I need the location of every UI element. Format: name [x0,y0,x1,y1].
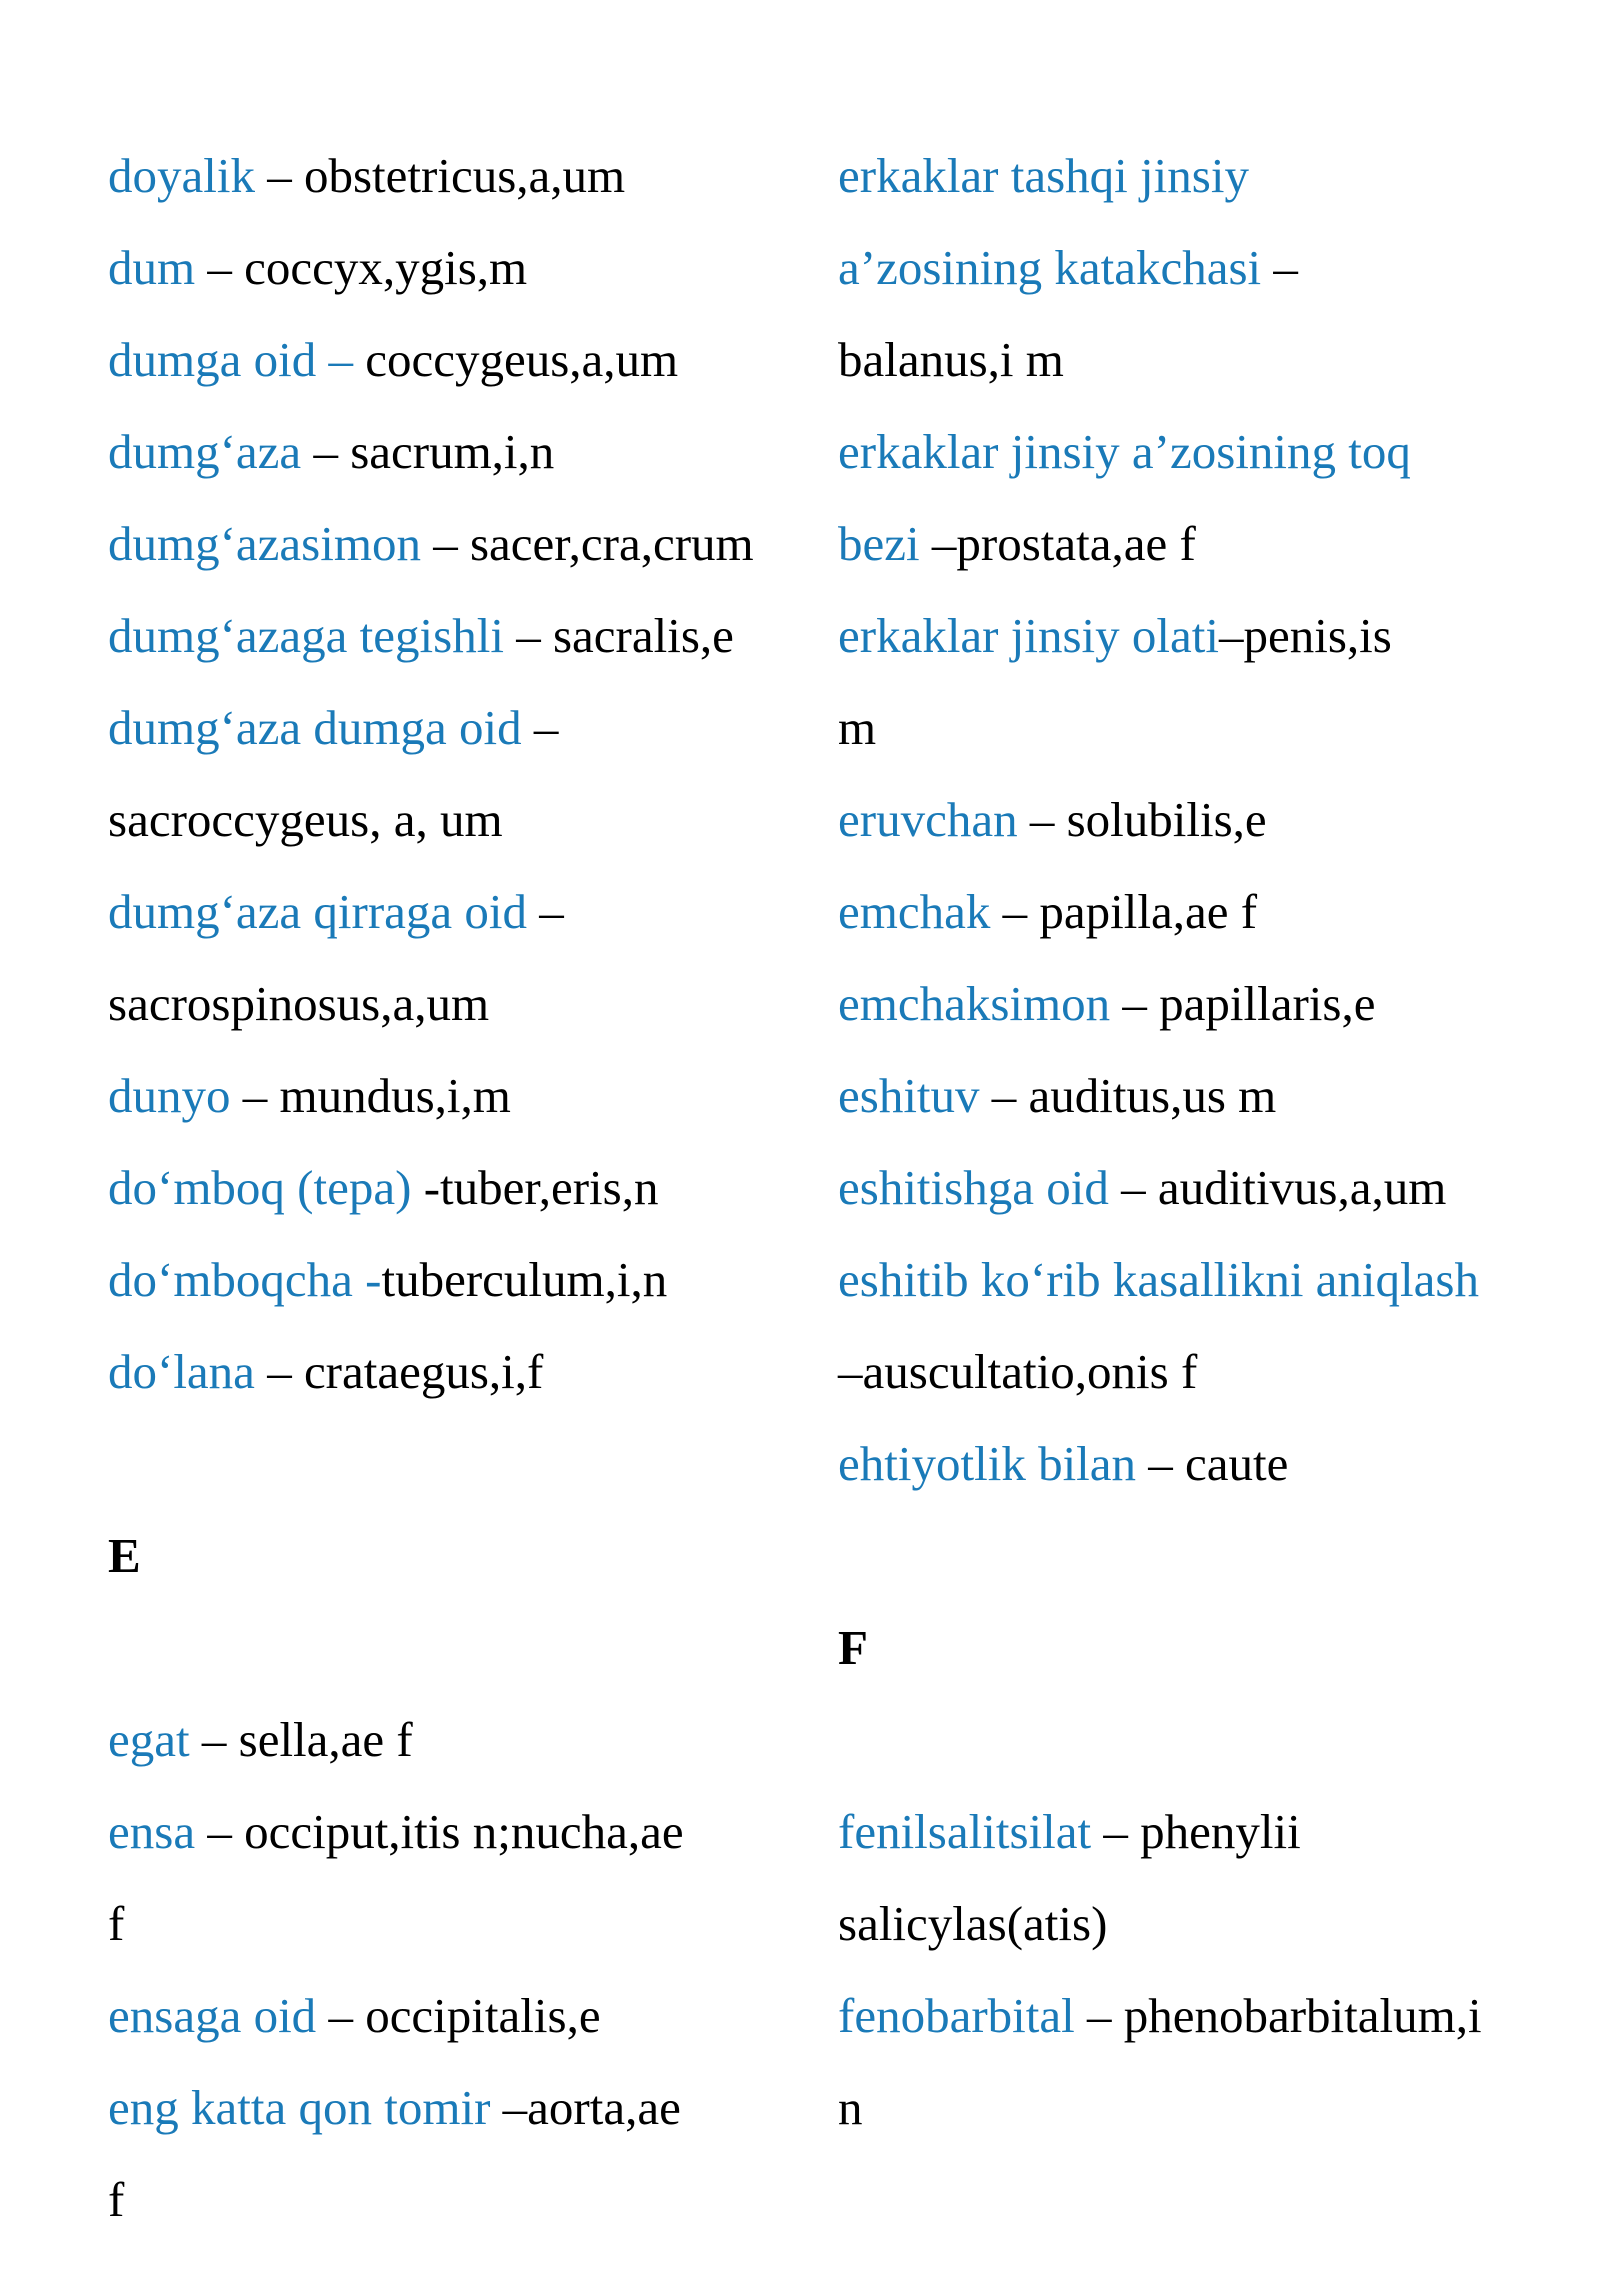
dictionary-entry [838,1786,1588,1878]
entry-translation: – [521,700,559,755]
section-heading: F [838,1620,868,1675]
dictionary-entry [838,1418,1588,1510]
entry-term: doyalik [108,148,255,203]
dictionary-entry [838,222,1588,314]
dictionary-entry [108,1878,828,1970]
dictionary-entry [108,130,828,222]
left-column [108,130,828,2246]
entry-translation: – [1261,240,1298,295]
dictionary-entry [108,1694,828,1786]
dictionary-entry [838,958,1588,1050]
dictionary-entry [838,314,1588,406]
dictionary-entry [838,774,1588,866]
dictionary-entry [108,498,828,590]
dictionary-entry [838,498,1588,590]
entry-translation: –prostata,ae f [919,516,1196,571]
entry-translation: – crataegus,i,f [254,1344,544,1399]
dictionary-entry [108,406,828,498]
entry-term: emchak [838,884,991,939]
entry-translation: – caute [1136,1436,1289,1491]
blank-line [838,1510,1588,1602]
dictionary-entry [108,682,828,774]
entry-term: dumg‘aza dumga oid [108,700,522,755]
dictionary-entry [108,1786,828,1878]
dictionary-entry [838,1234,1588,1326]
entry-translation: m [838,700,877,755]
entry-term: dumg‘aza qirraga oid [108,884,528,939]
entry-translation: – sacer,cra,crum [420,516,754,571]
entry-term: ensa [108,1804,196,1859]
entry-term: erkaklar jinsiy olati [838,608,1219,663]
entry-translation: tuberculum,i,n [381,1252,668,1307]
entry-term: eshitishga oid [838,1160,1109,1215]
entry-term: do‘lana [108,1344,255,1399]
entry-translation: -tuber,eris,n [411,1160,659,1215]
right-column [838,130,1588,2154]
entry-translation: – phenobarbitalum,i [1074,1988,1482,2043]
entry-translation: – papillaris,e [1110,976,1376,1031]
entry-term: a’zosining katakchasi [838,240,1262,295]
dictionary-entry [838,1050,1588,1142]
dictionary-entry [108,1142,828,1234]
dictionary-entry [108,314,828,406]
entry-term: eruvchan [838,792,1018,847]
entry-term: eng katta qon tomir [108,2080,491,2135]
entry-term: dumg‘aza [108,424,302,479]
entry-term: ensaga oid [108,1988,317,2043]
dictionary-entry [108,2062,828,2154]
entry-translation: – phenylii [1091,1804,1301,1859]
entry-translation: – auditus,us m [979,1068,1277,1123]
entry-term: do‘mboq (tepa) [108,1160,412,1215]
dictionary-entry [108,774,828,866]
entry-translation: –aorta,ae [490,2080,681,2135]
entry-translation: sacrospinosus,a,um [108,976,490,1031]
entry-translation: – solubilis,e [1017,792,1267,847]
dictionary-entry [108,2154,828,2246]
entry-translation: – coccyx,ygis,m [195,240,528,295]
entry-translation: – occiput,itis n;nucha,ae [195,1804,684,1859]
dictionary-entry [838,1142,1588,1234]
entry-term: dumg‘azasimon [108,516,421,571]
entry-term: dunyo [108,1068,231,1123]
entry-translation: n [838,2080,863,2135]
entry-translation: coccygeus,a,um [365,332,679,387]
entry-translation: f [108,2172,125,2227]
entry-term: fenilsalitsilat [838,1804,1092,1859]
entry-translation: – occipitalis,e [316,1988,601,2043]
entry-term: erkaklar jinsiy a’zosining toq [838,424,1411,479]
dictionary-entry [108,590,828,682]
dictionary-entry [108,1970,828,2062]
entry-translation: – sacralis,e [503,608,734,663]
entry-translation: salicylas(atis) [838,1896,1108,1951]
entry-translation: – auditivus,a,um [1108,1160,1447,1215]
entry-term: emchaksimon [838,976,1111,1031]
entry-translation: – mundus,i,m [230,1068,511,1123]
dictionary-entry [838,590,1588,682]
blank-line [108,1602,828,1694]
entry-translation: – papilla,ae f [990,884,1258,939]
entry-translation: –auscultatio,onis f [838,1344,1198,1399]
entry-term: egat [108,1712,190,1767]
entry-term: do‘mboqcha - [108,1252,382,1307]
entry-term: dumg‘azaga tegishli [108,608,504,663]
dictionary-entry [108,1234,828,1326]
dictionary-entry [838,1878,1588,1970]
dictionary-entry [838,682,1588,774]
blank-line [838,1694,1588,1786]
entry-translation: f [108,1896,125,1951]
entry-translation: – sacrum,i,n [301,424,555,479]
section-heading: E [108,1528,141,1583]
entry-term: bezi [838,516,920,571]
dictionary-entry [108,222,828,314]
entry-term: erkaklar tashqi jinsiy [838,148,1249,203]
entry-term: eshitib ko‘rib kasallikni aniqlash [838,1252,1479,1307]
dictionary-entry [838,406,1588,498]
dictionary-entry [108,1050,828,1142]
entry-translation: – sella,ae f [189,1712,413,1767]
blank-line [108,1418,828,1510]
entry-translation: sacroccygeus, a, um [108,792,503,847]
entry-term: eshituv [838,1068,980,1123]
dictionary-entry [838,1326,1588,1418]
dictionary-entry [108,958,828,1050]
dictionary-entry [838,2062,1588,2154]
entry-term: fenobarbital [838,1988,1075,2043]
dictionary-entry [838,1970,1588,2062]
entry-term: dumga oid – [108,332,366,387]
dictionary-entry [108,1326,828,1418]
entry-term: ehtiyotlik bilan [838,1436,1137,1491]
entry-translation: –penis,is [1219,608,1392,663]
entry-translation: balanus,i m [838,332,1064,387]
entry-term: dum [108,240,196,295]
entry-translation: – [527,884,564,939]
dictionary-entry [838,130,1588,222]
dictionary-entry [838,866,1588,958]
entry-translation: – obstetricus,a,um [254,148,626,203]
dictionary-entry [108,866,828,958]
